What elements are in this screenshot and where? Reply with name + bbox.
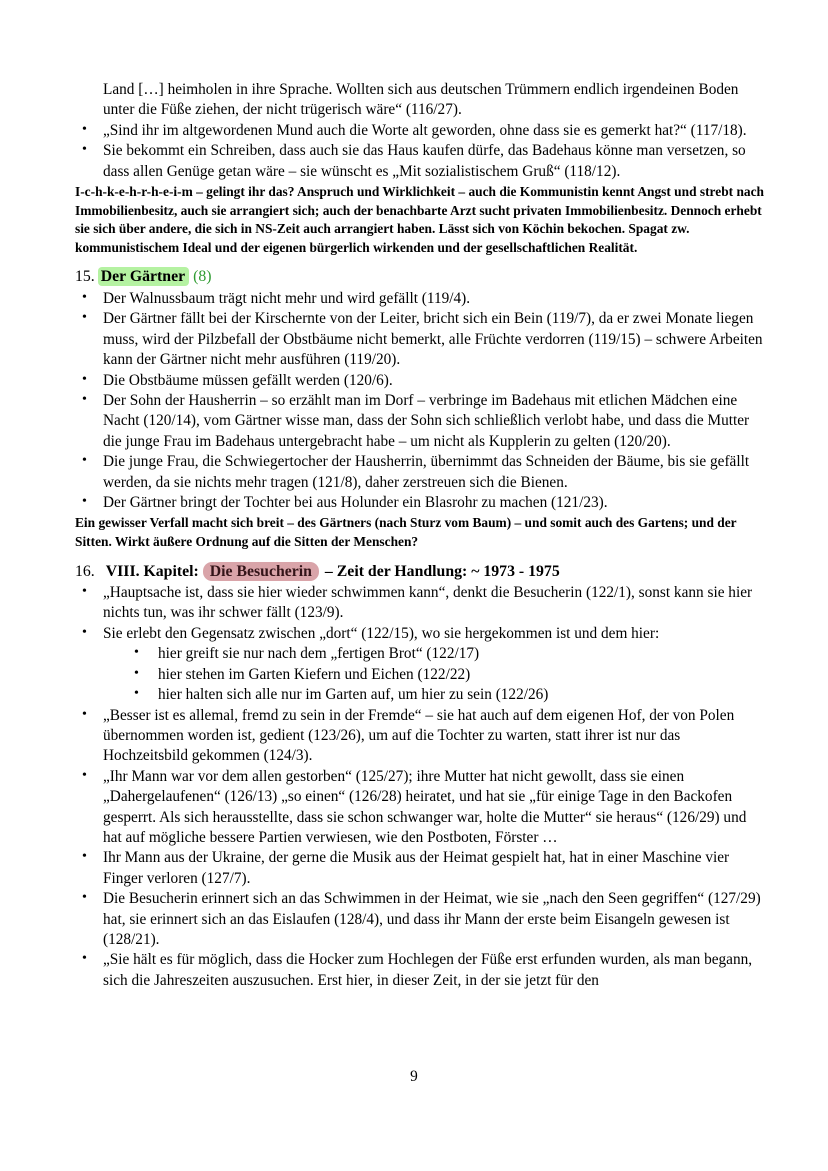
bullet-text: „Besser ist es allemal, fremd zu sein in der Fremde“ – sie hat auch auf dem eigenen Hof, der von Polen übernommen worden ist, gedient (123/26), um auf die Tochter zu warten, statt ihrer ist nur das Hochzeitsbild gekommen (124/3). — [103, 706, 735, 765]
bullet-item — [75, 624, 766, 706]
bullet-item — [75, 706, 766, 767]
bullet-item — [75, 767, 766, 849]
bullet-text: Der Sohn der Hausherrin – so erzählt man im Dorf – verbringe im Badehaus mit etlichen Mädchen eine Nacht (120/14), vom Gärtner wisse man, dass der Sohn sich schließlich verlobt habe, und dass die Mutter die junge Frau im Badehaus untergebracht habe – um nicht als Kupplerin zu gelten (120/20). — [103, 391, 750, 450]
green-highlight-title: Der Gärtner — [98, 267, 189, 286]
bullet-text: „Hauptsache ist, dass sie hier wieder schwimmen kann“, denkt die Besucherin (122/1), sonst kann sie hier nichts tun, was ihr schwer fällt (123/9). — [103, 584, 753, 622]
commentary-paragraph: I-c-h-k-e-h-r-h-e-i-m – gelingt ihr das? Anspruch und Wirklichkeit – auch die Kommunistin kennt Angst und strebt nach Immobilienbesitz, auch sie arrangiert sich; auch der benachbarte Arzt sucht privaten Immobilienbesitz. Dennoch erhebt sie sich über andere, die sich in NS-Zeit auch arrangiert haben. Lässt sich von Köchin bekochen. Spagat zw. kommunistischem Ideal und der eigenen bürgerlich wirkenden und der gesellschaftlichen Realität. — [75, 184, 764, 255]
bullet-icon: • — [82, 453, 87, 469]
bullet-icon: • — [134, 665, 139, 681]
bullet-icon: • — [82, 584, 87, 600]
bullet-item — [75, 889, 766, 950]
sub-bullet-text: hier stehen im Garten Kiefern und Eichen (122/22) — [158, 665, 471, 683]
bullet-text: Sie bekommt ein Schreiben, dass auch sie das Haus kaufen dürfe, das Badehaus könne man versetzen, so dass allen Genüge getan wäre – sie wünscht es „Mit sozialistischem Gruß“ (118/12). — [103, 142, 746, 180]
bullet-text: „Ihr Mann war vor dem allen gestorben“ (125/27); ihre Mutter hat nicht gewollt, dass sie einen „Dahergelaufenen“ (126/13) „so einen“ (126/28) heiratet, und hat sie „für einige Tage in den Backofen gesperrt. Als sich herausstellte, dass sie schon schwanger war, holte die Mutter“ sie heraus“ (126/29) und hat auf mögliche bessere Partien verwiesen, wie den Postboten, Förster … — [103, 767, 747, 846]
bullet-item — [75, 309, 766, 370]
bullet-item — [75, 452, 766, 493]
bullet-icon: • — [82, 624, 87, 640]
sub-bullet-text: hier greift sie nur nach dem „fertigen Brot“ (122/17) — [158, 645, 480, 663]
sub-bullet-item — [131, 644, 766, 664]
bullet-text: „Sie hält es für möglich, dass die Hocker zum Hochlegen der Füße erst erfunden wurden, als man begann, sich die Jahreszeiten auszusuchen. Erst hier, in dieser Zeit, in der sie jetzt für den — [103, 951, 753, 989]
bullet-item — [75, 289, 766, 309]
bullet-icon: • — [82, 706, 87, 722]
sub-bullet-text: hier halten sich alle nur im Garten auf, um hier zu sein (122/26) — [158, 686, 549, 704]
bullet-icon: • — [134, 645, 139, 661]
bullet-icon: • — [82, 289, 87, 305]
bullet-text: Ihr Mann aus der Ukraine, der gerne die Musik aus der Heimat gespielt hat, hat in einer Maschine vier Finger verloren (127/7). — [103, 849, 730, 887]
continuation-paragraph: Land […] heimholen in ihre Sprache. Wollten sich aus deutschen Trümmern endlich irgendeinen Boden unter die Füße ziehen, der nicht trügerisch wäre“ (116/27). — [103, 81, 739, 119]
bullet-item — [75, 493, 766, 513]
bullet-text: Die Obstbäume müssen gefällt werden (120/6). — [103, 371, 393, 389]
bullet-icon: • — [82, 121, 87, 137]
section-16-bullet-list — [75, 583, 766, 991]
bullet-text: Sie erlebt den Gegensatz zwischen „dort“ (122/15), wo sie hergekommen ist und dem hier: — [103, 624, 660, 642]
bullet-item — [75, 141, 766, 182]
bullet-icon: • — [82, 142, 87, 158]
bullet-item — [75, 950, 766, 991]
bullet-text: Der Gärtner fällt bei der Kirschernte von der Leiter, bricht sich ein Bein (119/7), da er zwei Monate liegen muss, wird der Pilzbefall der Obstbäume nicht bemerkt, alle Früchte verdorren (119/15) – schwere Arbeiten kann der Gärtner nicht mehr ausführen (119/20). — [103, 310, 763, 369]
bullet-text: Der Walnussbaum trägt nicht mehr und wird gefällt (119/4). — [103, 289, 471, 307]
section-number: 15. — [75, 268, 95, 286]
page-number: 9 — [410, 1068, 418, 1085]
section-count: (8) — [193, 268, 212, 286]
bullet-text: Die junge Frau, die Schwiegertocher der Hausherrin, übernimmt das Schneiden der Bäume, bis sie gefällt werden, da sie nichts mehr tragen (121/8), daher zerstreuen sich die Bienen. — [103, 453, 750, 491]
page-content — [75, 80, 766, 991]
bullet-icon: • — [82, 951, 87, 967]
bullet-icon: • — [82, 890, 87, 906]
bullet-icon: • — [82, 493, 87, 509]
bullet-icon: • — [82, 371, 87, 387]
section-title-suffix: – Zeit der Handlung: ~ 1973 - 1975 — [324, 562, 560, 580]
section-15-heading — [75, 266, 766, 288]
bullet-item — [75, 121, 766, 141]
pink-highlight-title: Die Besucherin — [203, 562, 319, 581]
bullet-text: „Sind ihr im altgewordenen Mund auch die Worte alt geworden, ohne dass sie es gemerkt hat?“ (117/18). — [103, 121, 747, 139]
bullet-text: Der Gärtner bringt der Tochter bei aus Holunder ein Blasrohr zu machen (121/23). — [103, 493, 608, 511]
bullet-icon: • — [82, 391, 87, 407]
bullet-icon: • — [82, 849, 87, 865]
section-number: 16. — [75, 562, 95, 580]
section-15-bullet-list — [75, 289, 766, 513]
sub-bullet-list — [131, 644, 766, 705]
sub-bullet-item — [131, 685, 766, 705]
bullet-text: Die Besucherin erinnert sich an das Schwimmen in der Heimat, wie sie „nach den Seen gegriffen“ (127/29) hat, sie erinnert sich an das Eislaufen (128/4), und dass ihr Mann der erste beim Eisangeln gewesen ist (128/21). — [103, 890, 761, 948]
section-title-prefix: VIII. Kapitel: — [105, 562, 199, 580]
intro-bullet-list — [75, 121, 766, 182]
bullet-item — [75, 371, 766, 391]
bullet-item — [75, 583, 766, 624]
bullet-icon: • — [82, 310, 87, 326]
bullet-icon: • — [82, 767, 87, 783]
bullet-item — [75, 391, 766, 452]
bullet-item — [75, 848, 766, 889]
section-16-heading — [75, 561, 766, 583]
sub-bullet-item — [131, 665, 766, 685]
commentary-paragraph: Ein gewisser Verfall macht sich breit – des Gärtners (nach Sturz vom Baum) – und somit auch des Gartens; und der Sitten. Wirkt äußere Ordnung auf die Sitten der Menschen? — [75, 515, 737, 549]
bullet-icon: • — [134, 686, 139, 702]
